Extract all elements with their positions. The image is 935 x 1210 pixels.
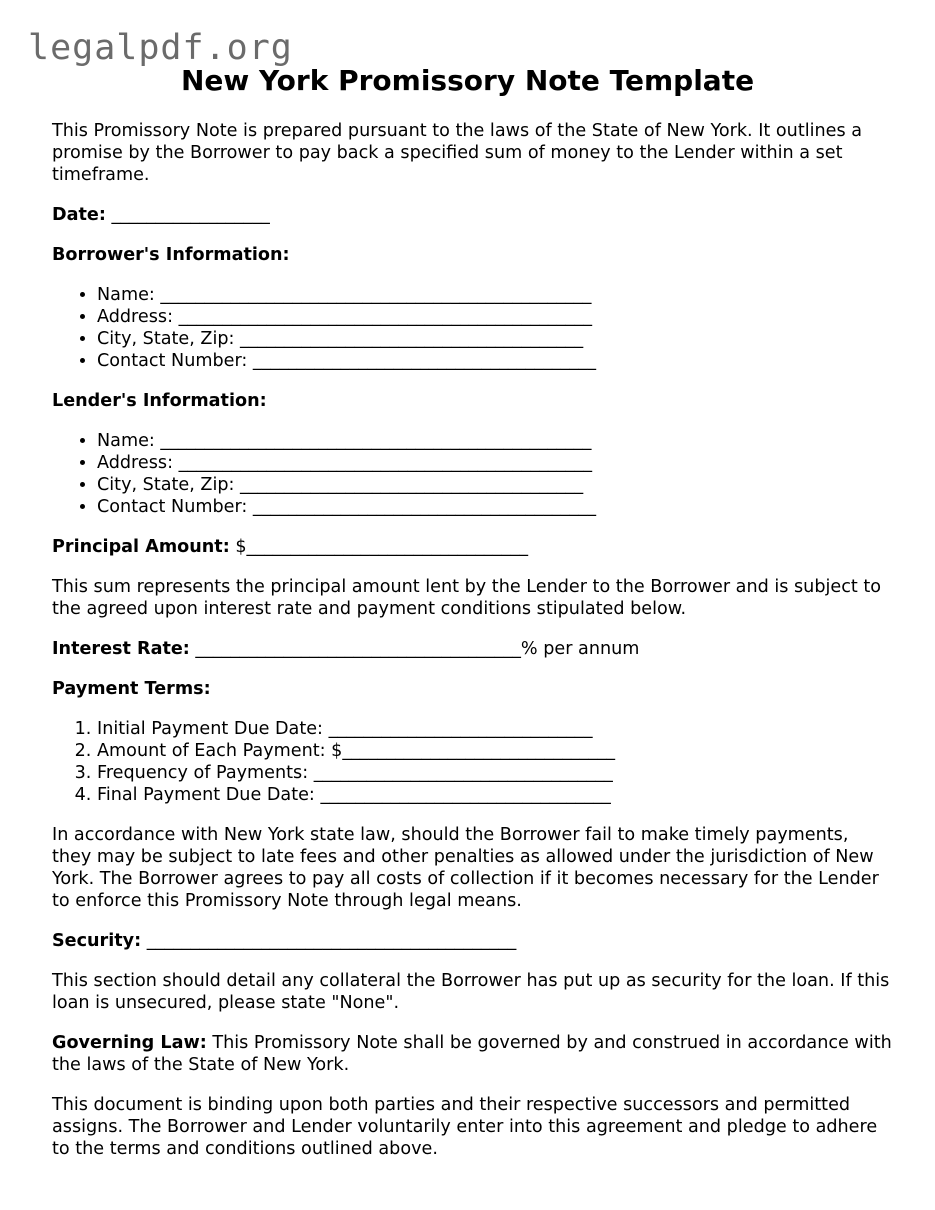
lender-heading: Lender's Information:: [52, 391, 267, 411]
governing-label: Governing Law:: [52, 1033, 207, 1053]
intro-paragraph: This Promissory Note is prepared pursuant to the laws of the State of New York. It outlines a promise by the Borrower to pay back a specified sum of money to the Lender within a set timeframe.: [52, 121, 863, 185]
borrower-name-field: • Name: _________________________________________________: [97, 284, 892, 306]
payment-heading: Payment Terms:: [52, 679, 211, 699]
borrower-heading: Borrower's Information:: [52, 245, 290, 265]
security-paragraph: This section should detail any collateral the Borrower has put up as security for the loan. If this loan is unsecured, please state "None".: [52, 971, 890, 1013]
borrower-city-field: • City, State, Zip: _______________________________________: [97, 328, 892, 350]
payment-initial-date: 1. Initial Payment Due Date: ______________________________: [97, 718, 892, 740]
security-field: [52, 930, 892, 952]
interest-blank: _____________________________________% per annum: [189, 639, 640, 659]
payment-list: [52, 718, 892, 806]
payment-frequency: 3. Frequency of Payments: __________________________________: [97, 762, 892, 784]
governing-law-paragraph: [52, 1032, 892, 1076]
borrower-contact-field: • Contact Number: _______________________________________: [97, 350, 892, 372]
payment-amount: 2. Amount of Each Payment: $_______________________________: [97, 740, 892, 762]
penalty-paragraph: In accordance with New York state law, should the Borrower fail to make timely payments, they may be subject to late fees and other penalties as allowed under the jurisdiction of New York. The Borrower agrees to pay all costs of collection if it becomes necessary for the Lender to enforce this Promissory Note through legal means.: [52, 825, 879, 911]
lender-address-field: • Address: _______________________________________________: [97, 452, 892, 474]
interest-label: Interest Rate:: [52, 639, 190, 659]
watermark-logo: legalpdf.org: [28, 28, 293, 68]
date-field: [52, 204, 892, 226]
page-title: New York Promissory Note Template: [180, 64, 755, 97]
principal-blank: $________________________________: [229, 537, 529, 557]
document-body: [52, 120, 892, 1178]
payment-final-date: 4. Final Payment Due Date: _________________________________: [97, 784, 892, 806]
interest-field: [52, 638, 892, 660]
lender-name-field: • Name: _________________________________________________: [97, 430, 892, 452]
security-label: Security:: [52, 931, 142, 951]
security-blank: __________________________________________: [141, 931, 517, 951]
lender-contact-field: • Contact Number: _______________________________________: [97, 496, 892, 518]
lender-city-field: • City, State, Zip: _______________________________________: [97, 474, 892, 496]
binding-paragraph: This document is binding upon both parties and their respective successors and permitted assigns. The Borrower and Lender voluntarily enter into this agreement and pledge to adhere to the terms and conditions outlined above.: [52, 1095, 878, 1159]
date-label: Date:: [52, 205, 106, 225]
borrower-address-field: • Address: _______________________________________________: [97, 306, 892, 328]
date-blank: __________________: [105, 205, 270, 225]
principal-paragraph: This sum represents the principal amount lent by the Lender to the Borrower and is subject to the agreed upon interest rate and payment conditions stipulated below.: [52, 577, 882, 619]
lender-list: [52, 430, 892, 518]
principal-field: [52, 536, 892, 558]
borrower-list: [52, 284, 892, 372]
principal-label: Principal Amount:: [52, 537, 230, 557]
governing-text: This Promissory Note shall be governed by and construed in accordance with the laws of the State of New York.: [52, 1033, 892, 1075]
